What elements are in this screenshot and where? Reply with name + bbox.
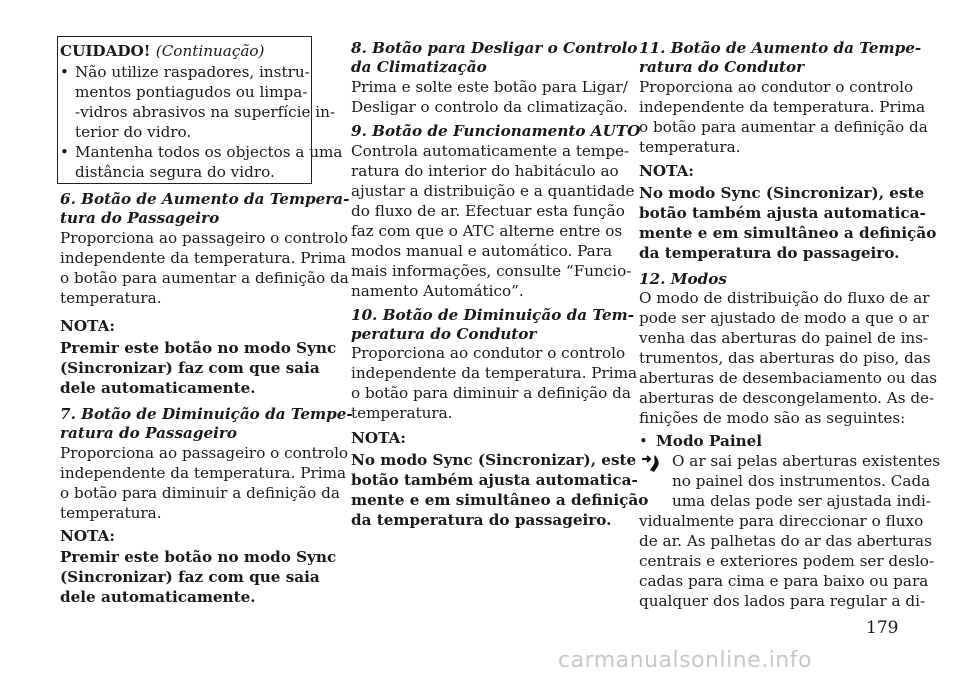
- nota-body: da temperatura do passageiro.: [639, 244, 900, 262]
- section-12-body: finições de modo são as seguintes:: [639, 409, 906, 427]
- caution-title: CUIDADO! (Continuação): [60, 42, 265, 60]
- nota-body: Premir este botão no modo Sync: [60, 339, 337, 357]
- section-9-body: mais informações, consulte “Funcio-: [351, 262, 632, 280]
- panel-airflow-icon: [639, 452, 661, 474]
- nota-body: da temperatura do passageiro.: [351, 511, 612, 529]
- modo-painel-body: O ar sai pelas aberturas existentes: [672, 452, 941, 470]
- section-12-body: pode ser ajustado de modo a que o ar: [639, 309, 929, 327]
- nota-body: mente e em simultâneo a definição: [351, 491, 649, 509]
- nota-body: No modo Sync (Sincronizar), este: [351, 451, 637, 469]
- modo-painel-body: qualquer dos lados para regular a di-: [639, 592, 926, 610]
- nota-body: (Sincronizar) faz com que saia: [60, 359, 320, 377]
- section-9-title: 9. Botão de Funcionamento AUTO: [351, 122, 641, 140]
- caution-bullet1-line: mentos pontiagudos ou limpa-: [75, 83, 308, 101]
- section-6-body: temperatura.: [60, 289, 162, 307]
- section-8-title: da Climatização: [351, 58, 487, 76]
- caution-bullet2-line: distância segura do vidro.: [75, 163, 275, 181]
- nota-body: Premir este botão no modo Sync: [60, 548, 337, 566]
- nota-body: mente e em simultâneo a definição: [639, 224, 937, 242]
- watermark: carmanualsonline.info: [558, 648, 812, 673]
- section-12-body: aberturas de descongelamento. As de-: [639, 389, 935, 407]
- bullet-icon: •: [639, 432, 648, 450]
- section-11-body: independente da temperatura. Prima: [639, 98, 926, 116]
- section-12-title: 12. Modos: [639, 270, 727, 288]
- section-10-body: Proporciona ao condutor o controlo: [351, 344, 626, 362]
- modo-painel-body: no painel dos instrumentos. Cada: [672, 472, 931, 490]
- section-7-body: independente da temperatura. Prima: [60, 464, 347, 482]
- caution-bullet1-line: terior do vidro.: [75, 123, 192, 141]
- nota-label: NOTA:: [60, 317, 115, 335]
- section-10-title: peratura do Condutor: [351, 325, 537, 343]
- section-9-body: namento Automático”.: [351, 282, 524, 300]
- section-11-title: ratura do Condutor: [639, 58, 805, 76]
- nota-label: NOTA:: [639, 162, 694, 180]
- section-11-body: Proporciona ao condutor o controlo: [639, 78, 914, 96]
- section-11-body: temperatura.: [639, 138, 741, 156]
- section-6-body: Proporciona ao passageiro o controlo: [60, 229, 349, 247]
- caution-continuation: (Continuação): [155, 42, 265, 60]
- modo-painel-body: de ar. As palhetas do ar das aberturas: [639, 532, 932, 550]
- section-12-body: venha das aberturas do painel de ins-: [639, 329, 929, 347]
- section-9-body: Controla automaticamente a tempe-: [351, 142, 630, 160]
- section-10-body: o botão para diminuir a definição da: [351, 384, 631, 402]
- section-9-body: do fluxo de ar. Efectuar esta função: [351, 202, 625, 220]
- section-8-body: Prima e solte este botão para Ligar/: [351, 78, 628, 96]
- bullet-icon: •: [60, 63, 69, 81]
- nota-body: botão também ajusta automatica-: [351, 471, 638, 489]
- caution-bullet1-line: Não utilize raspadores, instru-: [75, 63, 310, 81]
- section-10-body: temperatura.: [351, 404, 453, 422]
- modo-painel-body: vidualmente para direccionar o fluxo: [639, 512, 924, 530]
- modo-painel-body: uma delas pode ser ajustada indi-: [672, 492, 932, 510]
- section-7-body: Proporciona ao passageiro o controlo: [60, 444, 349, 462]
- nota-body: botão também ajusta automatica-: [639, 204, 926, 222]
- nota-body: No modo Sync (Sincronizar), este: [639, 184, 925, 202]
- nota-body: dele automaticamente.: [60, 379, 256, 397]
- section-8-body: Desligar o controlo da climatização.: [351, 98, 628, 116]
- section-7-body: temperatura.: [60, 504, 162, 522]
- section-7-title: 7. Botão de Diminuição da Tempe-: [60, 405, 353, 423]
- section-9-body: ratura do interior do habitáculo ao: [351, 162, 619, 180]
- section-9-body: modos manual e automático. Para: [351, 242, 613, 260]
- section-6-title: 6. Botão de Aumento da Tempera-: [60, 190, 350, 208]
- section-8-title: 8. Botão para Desligar o Controlo: [351, 39, 638, 57]
- section-9-body: faz com que o ATC alterne entre os: [351, 222, 623, 240]
- section-9-body: ajustar a distribuição e a quantidade: [351, 182, 635, 200]
- section-6-body: independente da temperatura. Prima: [60, 249, 347, 267]
- bullet-icon: •: [60, 143, 69, 161]
- section-7-body: o botão para diminuir a definição da: [60, 484, 340, 502]
- page-number: 179: [866, 618, 899, 638]
- modo-painel-heading: Modo Painel: [656, 432, 763, 450]
- nota-body: (Sincronizar) faz com que saia: [60, 568, 320, 586]
- nota-label: NOTA:: [351, 429, 406, 447]
- section-12-body: aberturas de desembaciamento ou das: [639, 369, 938, 387]
- caution-bullet2-line: Mantenha todos os objectos a uma: [75, 143, 343, 161]
- caution-bullet1-line: -vidros abrasivos na superfície in-: [75, 103, 336, 121]
- section-12-body: O modo de distribuição do fluxo de ar: [639, 289, 930, 307]
- section-6-body: o botão para aumentar a definição da: [60, 269, 349, 287]
- section-6-title: tura do Passageiro: [60, 209, 220, 227]
- modo-painel-body: cadas para cima e para baixo ou para: [639, 572, 929, 590]
- modo-painel-body: centrais e exteriores podem ser deslo-: [639, 552, 935, 570]
- section-10-body: independente da temperatura. Prima: [351, 364, 638, 382]
- section-10-title: 10. Botão de Diminuição da Tem-: [351, 306, 634, 324]
- section-12-body: trumentos, das aberturas do piso, das: [639, 349, 931, 367]
- section-7-title: ratura do Passageiro: [60, 424, 238, 442]
- section-11-title: 11. Botão de Aumento da Tempe-: [639, 39, 922, 57]
- nota-label: NOTA:: [60, 527, 115, 545]
- nota-body: dele automaticamente.: [60, 588, 256, 606]
- section-11-body: o botão para aumentar a definição da: [639, 118, 928, 136]
